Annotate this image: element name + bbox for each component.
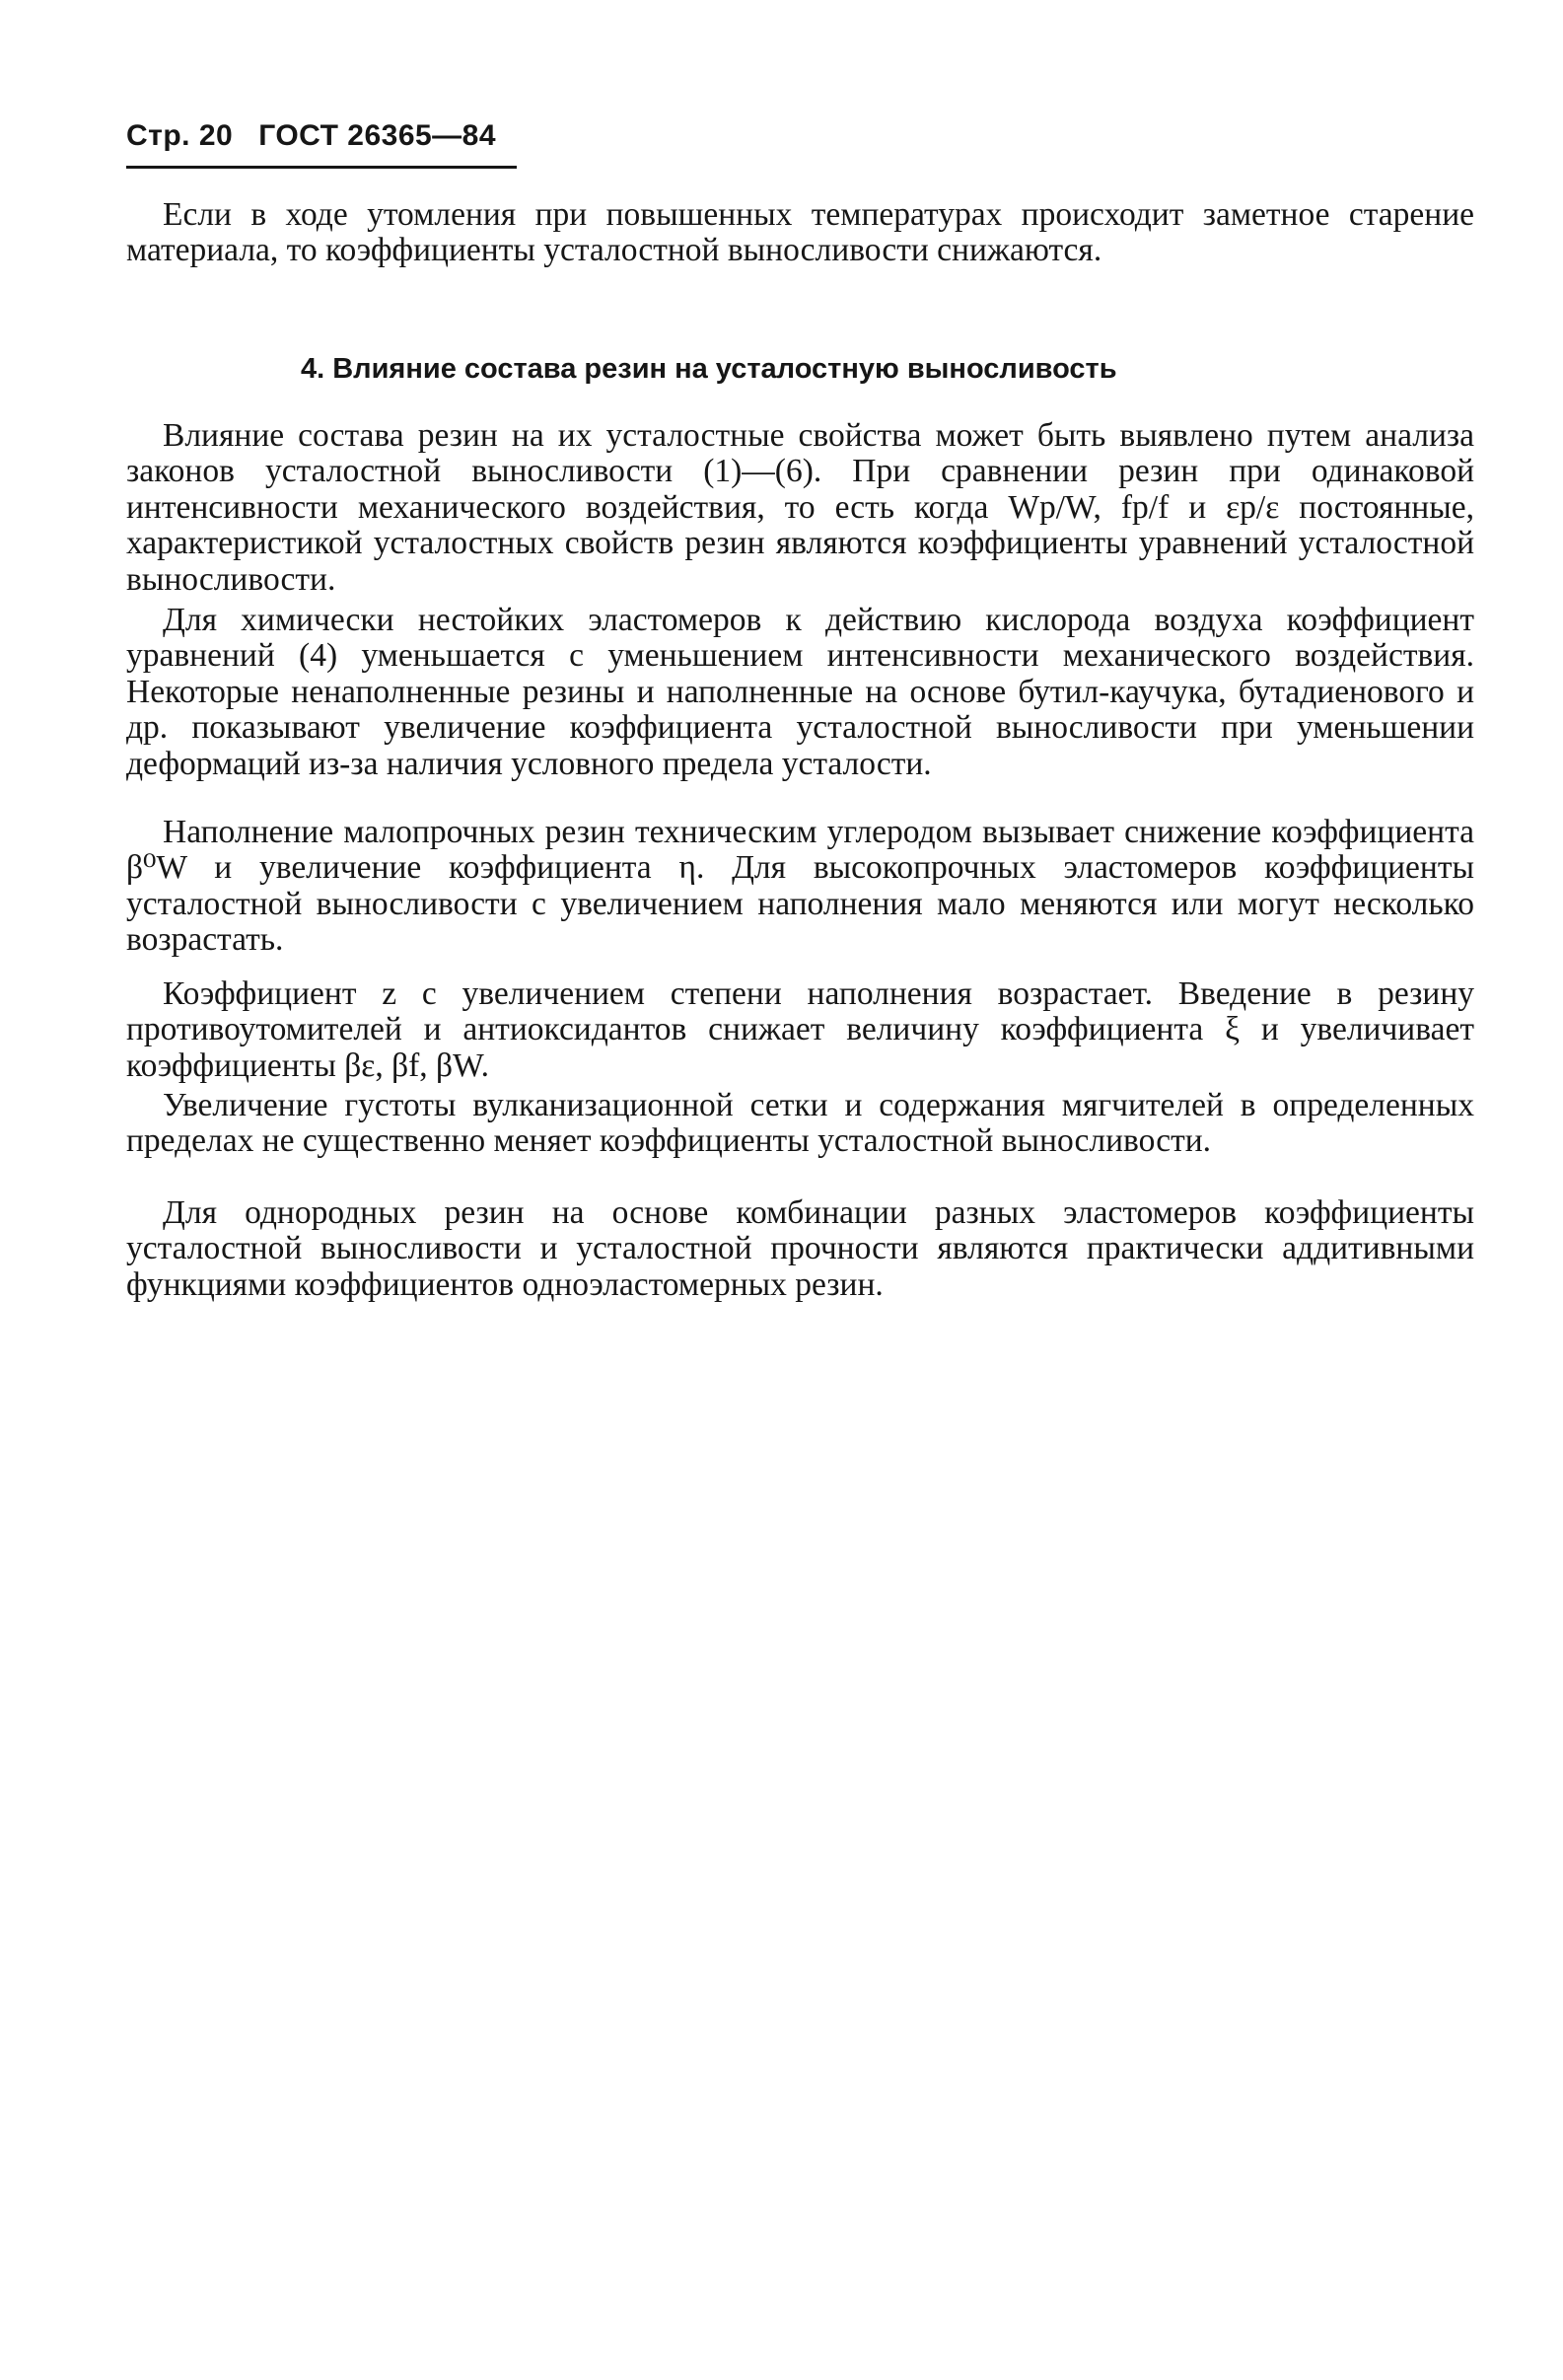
- section-heading: 4. Влияние состава резин на усталостную выносливость: [301, 353, 1117, 385]
- page-header: [126, 116, 517, 156]
- header-rule: [126, 166, 517, 169]
- section-paragraph-2: Для химически нестойких эластомеров к действию кислорода воздуха коэффициент уравнений (4) уменьшается с уменьшением интенсивности механического воздействия. Некоторые ненаполненные резины и наполненные на основе бутил-каучука, бутадиенового и др. показывают увеличение коэффициента усталостной выносливости при уменьшении деформаций из-за наличия условного предела усталости.: [126, 602, 1474, 782]
- section-paragraph-6: Для однородных резин на основе комбинации разных эластомеров коэффициенты усталостной выносливости и усталостной прочности являются практически аддитивными функциями коэффициентов одноэластомерных резин.: [126, 1194, 1474, 1303]
- standard-code: ГОСТ 26365—84: [258, 119, 497, 152]
- section-paragraph-1: Влияние состава резин на их усталостные свойства может быть выявлено путем анализа законов усталостной выносливости (1)—(6). При сравнении резин при одинаковой интенсивности механического воздействия, то есть когда Wp/W, fp/f и εp/ε постоянные, характеристикой усталостных свойств резин являются коэффициенты уравнений усталостной выносливости.: [126, 417, 1474, 598]
- section-paragraph-4: Коэффициент z с увеличением степени наполнения возрастает. Введение в резину противоутомителей и антиоксидантов снижает величину коэффициента ξ и увеличивает коэффициенты βε, βf, βW.: [126, 975, 1474, 1084]
- intro-paragraph: Если в ходе утомления при повышенных температурах происходит заметное старение материала, то коэффициенты усталостной выносливости снижаются.: [126, 196, 1474, 269]
- section-paragraph-5: Увеличение густоты вулканизационной сетки и содержания мягчителей в определенных пределах не существенно меняет коэффициенты усталостной выносливости.: [126, 1087, 1474, 1160]
- page-number: Стр. 20: [126, 119, 234, 152]
- section-paragraph-3: Наполнение малопрочных резин техническим углеродом вызывает снижение коэффициента β⁰W и увеличение коэффициента η. Для высокопрочных эластомеров коэффициенты усталостной выносливости с увеличением наполнения мало меняются или могут несколько возрастать.: [126, 814, 1474, 959]
